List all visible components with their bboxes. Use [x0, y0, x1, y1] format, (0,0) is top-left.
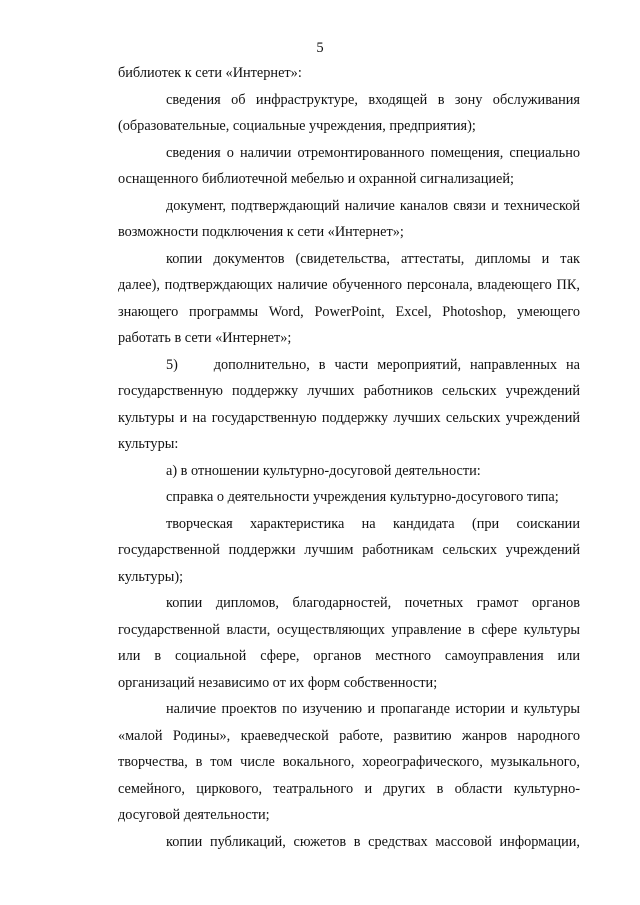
paragraph-item-5: 5) дополнительно, в части мероприятий, направленных на государственную поддержку лучших работников сельских учреждений культуры и на государственную поддержку лучших сельских учреждений культуры:: [118, 356, 584, 452]
paragraph-activity-report: справка о деятельности учреждения культурно-досугового типа;: [166, 489, 559, 505]
paragraph-subitem-a: а) в отношении культурно-досуговой деятельности:: [166, 462, 481, 479]
paragraph-premises-info: сведения о наличии отремонтированного помещения, специально оснащенного библиотечной мебелью и охранной сигнализацией;: [118, 144, 580, 187]
paragraph-staff-documents: копии документов (свидетельства, аттестаты, дипломы и так далее), подтверждающих наличие обученного персонала, владеющего ПК, знающего программы Word, PowerPoint, Excel, Photoshop, умеющего работать в сети «Интернет»;: [118, 250, 580, 346]
paragraph-diplomas-copies: копии дипломов, благодарностей, почетных грамот органов государственной власти, осуществляющих управление в сфере культуры или в социальной сфере, органов местного самоуправления или организаций независимо от их форм собственности;: [118, 595, 580, 691]
page-number: 5: [316, 40, 324, 56]
paragraph-internet-document: документ, подтверждающий наличие каналов связи и технической возможности подключения к сети «Интернет»;: [118, 197, 580, 240]
document-body: [118, 60, 584, 855]
paragraph-projects: наличие проектов по изучению и пропаганде истории и культуры «малой Родины», краеведческой работе, развитию жанров народного творчества, в том числе вокального, хореографического, музыкального, семейного, циркового, театрального и других в области культурно-досуговой деятельности;: [118, 701, 580, 823]
paragraph-infrastructure-info: сведения об инфраструктуре, входящей в зону обслуживания (образовательные, социальные учреждения, предприятия);: [118, 91, 580, 134]
paragraph-publications: копии публикаций, сюжетов в средствах массовой информации,: [166, 833, 580, 850]
paragraph-candidate-characteristic: творческая характеристика на кандидата (при соискании государственной поддержки лучшим работникам сельских учреждений культуры);: [118, 515, 580, 585]
paragraph-continuation: библиотек к сети «Интернет»:: [118, 65, 302, 81]
